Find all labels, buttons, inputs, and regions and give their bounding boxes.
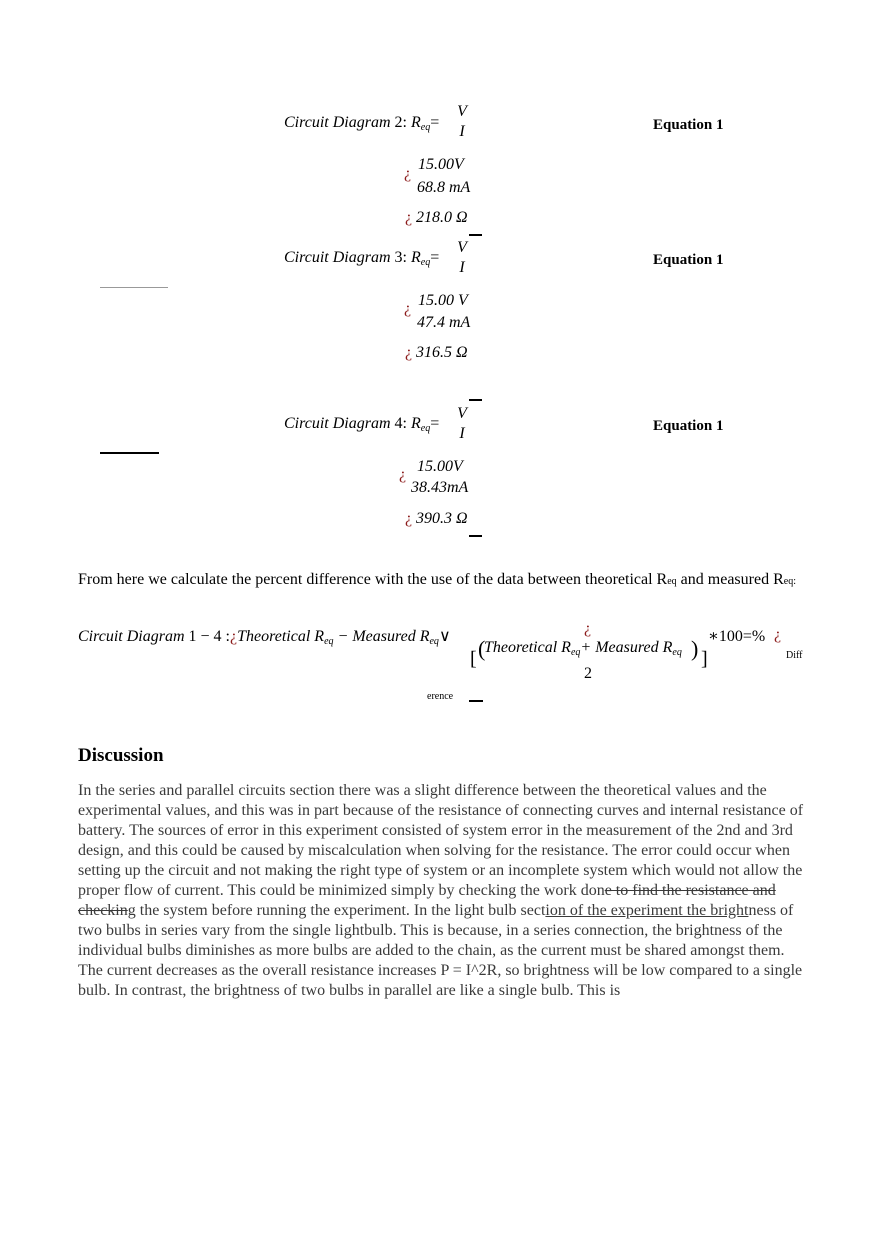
denominator-value: 38.43mA — [411, 479, 469, 496]
left-paren: ( — [478, 636, 486, 661]
result-value: 218.0 Ω — [416, 209, 468, 226]
equation-tag: Equation 1 — [653, 117, 724, 133]
fraction-bar — [469, 234, 482, 236]
denominator-value: 68.8 mA — [417, 179, 471, 196]
result-value: 390.3 Ω — [416, 510, 468, 527]
section-heading-discussion: Discussion — [78, 745, 164, 766]
result-value: 316.5 Ω — [416, 344, 468, 361]
inverted-question-mark: ¿ — [405, 510, 413, 527]
fraction-bar — [469, 700, 483, 702]
v-over-i-fraction: V I — [457, 239, 467, 276]
fraction-bar — [469, 535, 482, 537]
denominator-value: 47.4 mA — [417, 314, 471, 331]
inverted-question-mark: ¿ — [404, 300, 412, 317]
equation-tag: Equation 1 — [653, 252, 724, 268]
equation-label: Circuit Diagram 2: $R_{eq}=$ — [284, 114, 440, 133]
left-bracket: [ — [470, 648, 477, 670]
v-over-i-fraction: V I — [457, 103, 467, 140]
right-bracket: ] — [701, 648, 708, 670]
intro-paragraph: From here we calculate the percent difference with the use of the data between theoretical Req and measured Req: — [78, 571, 796, 588]
inverted-question-mark: ¿ — [404, 165, 412, 182]
numerator-value: 15.00 V — [418, 292, 468, 309]
fraction-bar — [469, 399, 482, 401]
equation-label: Circuit Diagram 4: $R_{eq}=$ — [284, 415, 440, 434]
discussion-paragraph: In the series and parallel circuits section there was a slight difference between the theoretical values and the experimental values, and this was in part because of the resistance of connecting curves and internal resistance of battery. The sources of error in this experiment consisted of system error in the measurement of the 2nd and 3rd design, and this could be caused by miscalculation when solving for the resistance. The error could occur when setting up the circuit and not making the right type of system or an incomplete system which would not allow the proper flow of current. This could be minimized simply by checking the work done to find the resistance and checking the system before running the experiment. In the light bulb section of the experiment the brightness of two bulbs in series vary from the single lightbulb. This is because, in a series connection, the brightness of the individual bulbs diminishes as more bulbs are added to the chain, as the current must be shared amongst them. The current decreases as the overall resistance increases P = I^2R, so brightness will be low compared to a single bulb. In contrast, the brightness of two bulbs in parallel are like a single bulb. This is — [78, 782, 804, 999]
equation-tag: Equation 1 — [653, 418, 724, 434]
inverted-question-mark: ¿ — [405, 344, 413, 361]
inverted-question-mark: ¿ — [399, 466, 407, 483]
numerator-value: 15.00V — [417, 458, 463, 475]
inverted-question-mark: ¿ — [584, 620, 592, 637]
equation-label: Circuit Diagram 1 − 4 :¿Theoretical $R_{eq}$ − Measured $R_{eq}\vee$ — [78, 628, 451, 647]
denominator-two: 2 — [584, 665, 592, 682]
margin-line — [100, 287, 168, 288]
times-hundred-percent: ∗100=% — [708, 628, 766, 645]
subscript-diff: Diff — [786, 650, 803, 661]
inverted-question-mark: ¿ — [405, 209, 413, 226]
v-over-i-fraction: V I — [457, 405, 467, 442]
right-paren: ) — [691, 636, 699, 661]
equation-label: Circuit Diagram 3: $R_{eq}=$ — [284, 249, 440, 268]
numerator-value: 15.00V — [418, 156, 464, 173]
inverted-question-mark: ¿ — [774, 626, 782, 643]
subscript-erence: erence — [427, 691, 454, 702]
denominator-sum: Theoretical $R_{eq}+$ Measured $R_{eq}$ — [484, 639, 682, 658]
margin-line — [100, 452, 159, 454]
